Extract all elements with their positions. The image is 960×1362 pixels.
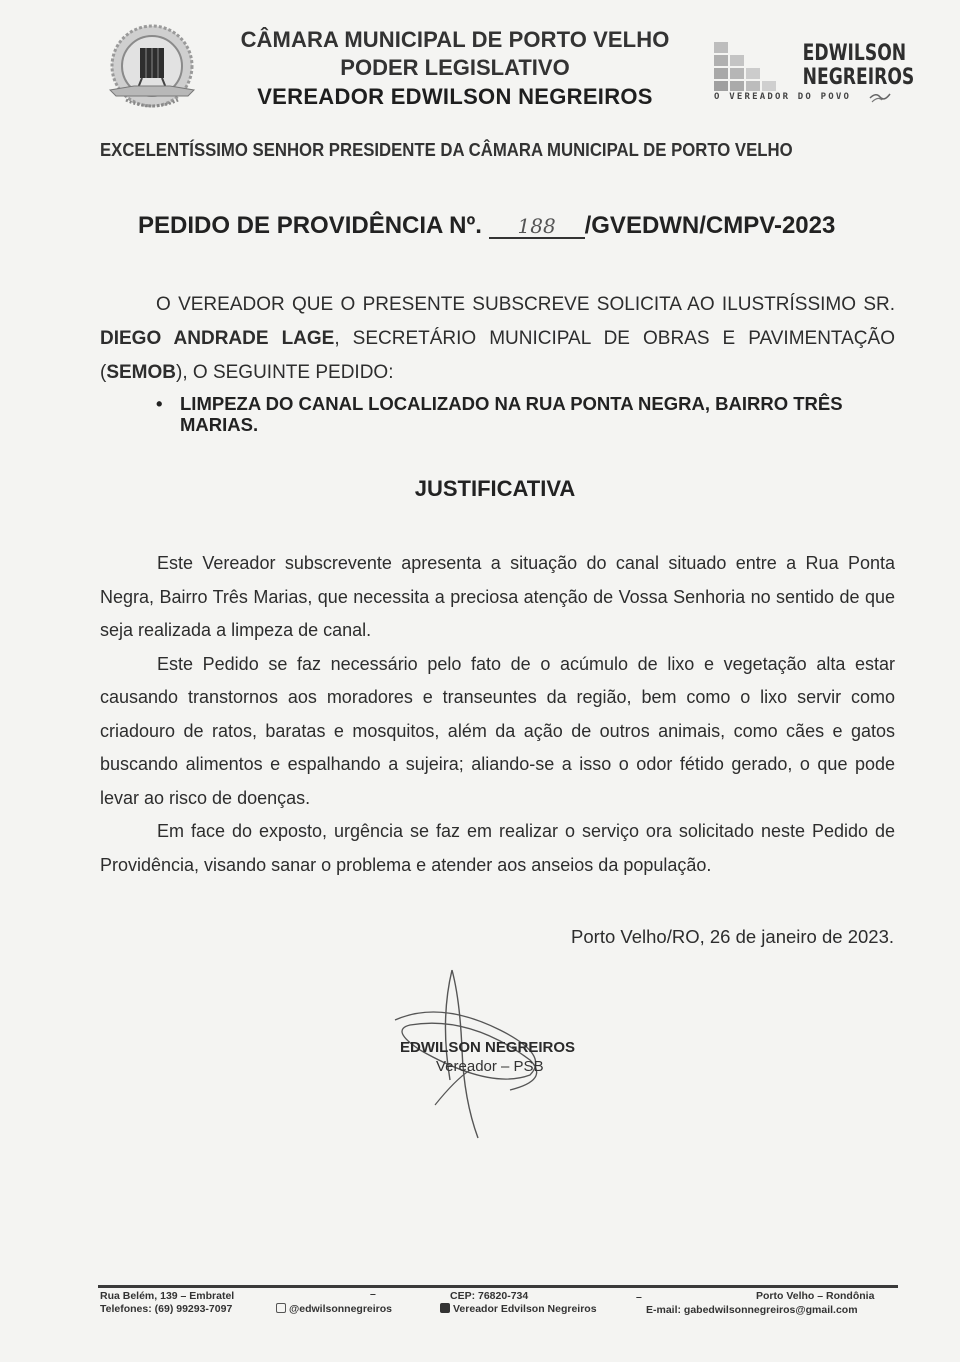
justification-paragraph-2: Este Pedido se faz necessário pelo fato de o acúmulo de lixo e vegetação alta estar causando transtornos aos moradores e transeuntes da região, bem como o lixo servir como criadouro de ratos, baratas e mosquitos, além da ação de outros animais, como cães e gatos buscando alimentos e espalhando a sujeira; aliando-se a isso o odor fétido gerado, o que pode levar ao risco de doenças. xyxy=(100,653,895,808)
instagram-icon xyxy=(276,1303,286,1313)
footer-cep: CEP: 76820-734 xyxy=(450,1290,529,1302)
request-paragraph xyxy=(100,288,895,390)
title-suffix: /GVEDWN/CMPV-2023 xyxy=(584,212,836,239)
footer-phones: Telefones: (69) 99293-7097 xyxy=(100,1303,233,1315)
handshake-icon xyxy=(868,90,892,104)
bullet-icon: • xyxy=(156,393,163,414)
title-prefix: PEDIDO DE PROVIDÊNCIA Nº. xyxy=(138,212,482,239)
bar-blocks-icon xyxy=(712,40,782,92)
justification-heading: JUSTIFICATIVA xyxy=(414,476,576,501)
request-intro-1: O VEREADOR QUE O PRESENTE SUBSCREVE SOLICITA AO ILUSTRÍSSIMO SR. xyxy=(156,294,895,315)
brand-tagline: O VEREADOR DO POVO xyxy=(714,92,852,102)
footer-city: Porto Velho – Rondônia xyxy=(756,1290,875,1302)
facebook-page: Vereador Edvilson Negreiros xyxy=(453,1303,597,1315)
municipal-seal-icon xyxy=(104,20,200,116)
brand-name-line2: NEGREIROS xyxy=(802,65,915,90)
request-intro-2: , SECRETÁRIO MUNICIPAL DE OBRAS E PAVIMENTAÇÃO ( xyxy=(100,328,895,383)
request-intro-3: ), O SEGUINTE PEDIDO: xyxy=(176,362,394,383)
request-number-field: 188 xyxy=(489,215,585,239)
footer-separator-2: – xyxy=(636,1291,642,1303)
date-line: Porto Velho/RO, 26 de janeiro de 2023. xyxy=(571,926,894,947)
facebook-icon xyxy=(440,1303,450,1313)
letterhead xyxy=(220,26,690,113)
brand-name xyxy=(802,41,915,90)
footer-address: Rua Belém, 139 – Embratel xyxy=(100,1290,235,1302)
footer-instagram xyxy=(276,1303,392,1315)
brand-logo xyxy=(712,40,915,108)
justification-paragraph-3: Em face do exposto, urgência se faz em realizar o serviço ora solicitado neste Pedido de Providência, visando sanar o problema e atender aos anseios da população. xyxy=(100,821,895,875)
signer-name: EDWILSON NEGREIROS xyxy=(400,1039,576,1056)
instagram-handle: @edwilsonnegreiros xyxy=(289,1303,393,1315)
footer-facebook xyxy=(440,1303,597,1315)
footer-email: E-mail: gabedwilsonnegreiros@gmail.com xyxy=(646,1304,858,1316)
signer-role: Vereador – PSB xyxy=(436,1058,544,1075)
justification-body xyxy=(100,547,895,882)
footer-divider xyxy=(98,1285,898,1288)
institution-name: CÂMARA MUNICIPAL DE PORTO VELHO xyxy=(240,27,670,52)
justification-paragraph-1: Este Vereador subscrevente apresenta a situação do canal situado entre a Rua Ponta Negra, Bairro Três Marias, que necessita a preciosa atenção de Vossa Senhoria no sentido de que seja realizada a limpeza de canal. xyxy=(100,553,895,640)
footer-separator-1: – xyxy=(370,1288,376,1300)
agency-acronym: SEMOB xyxy=(106,362,177,383)
document-title xyxy=(138,212,835,240)
councilor-name: VEREADOR EDWILSON NEGREIROS xyxy=(257,84,653,109)
addressee-line: EXCELENTÍSSIMO SENHOR PRESIDENTE DA CÂMARA MUNICIPAL DE PORTO VELHO xyxy=(100,140,793,160)
recipient-name: DIEGO ANDRADE LAGE xyxy=(100,328,335,349)
request-item-text: LIMPEZA DO CANAL LOCALIZADO NA RUA PONTA NEGRA, BAIRRO TRÊS MARIAS. xyxy=(180,393,843,435)
brand-name-line1: EDWILSON xyxy=(802,41,907,66)
branch-name: PODER LEGISLATIVO xyxy=(340,55,570,80)
